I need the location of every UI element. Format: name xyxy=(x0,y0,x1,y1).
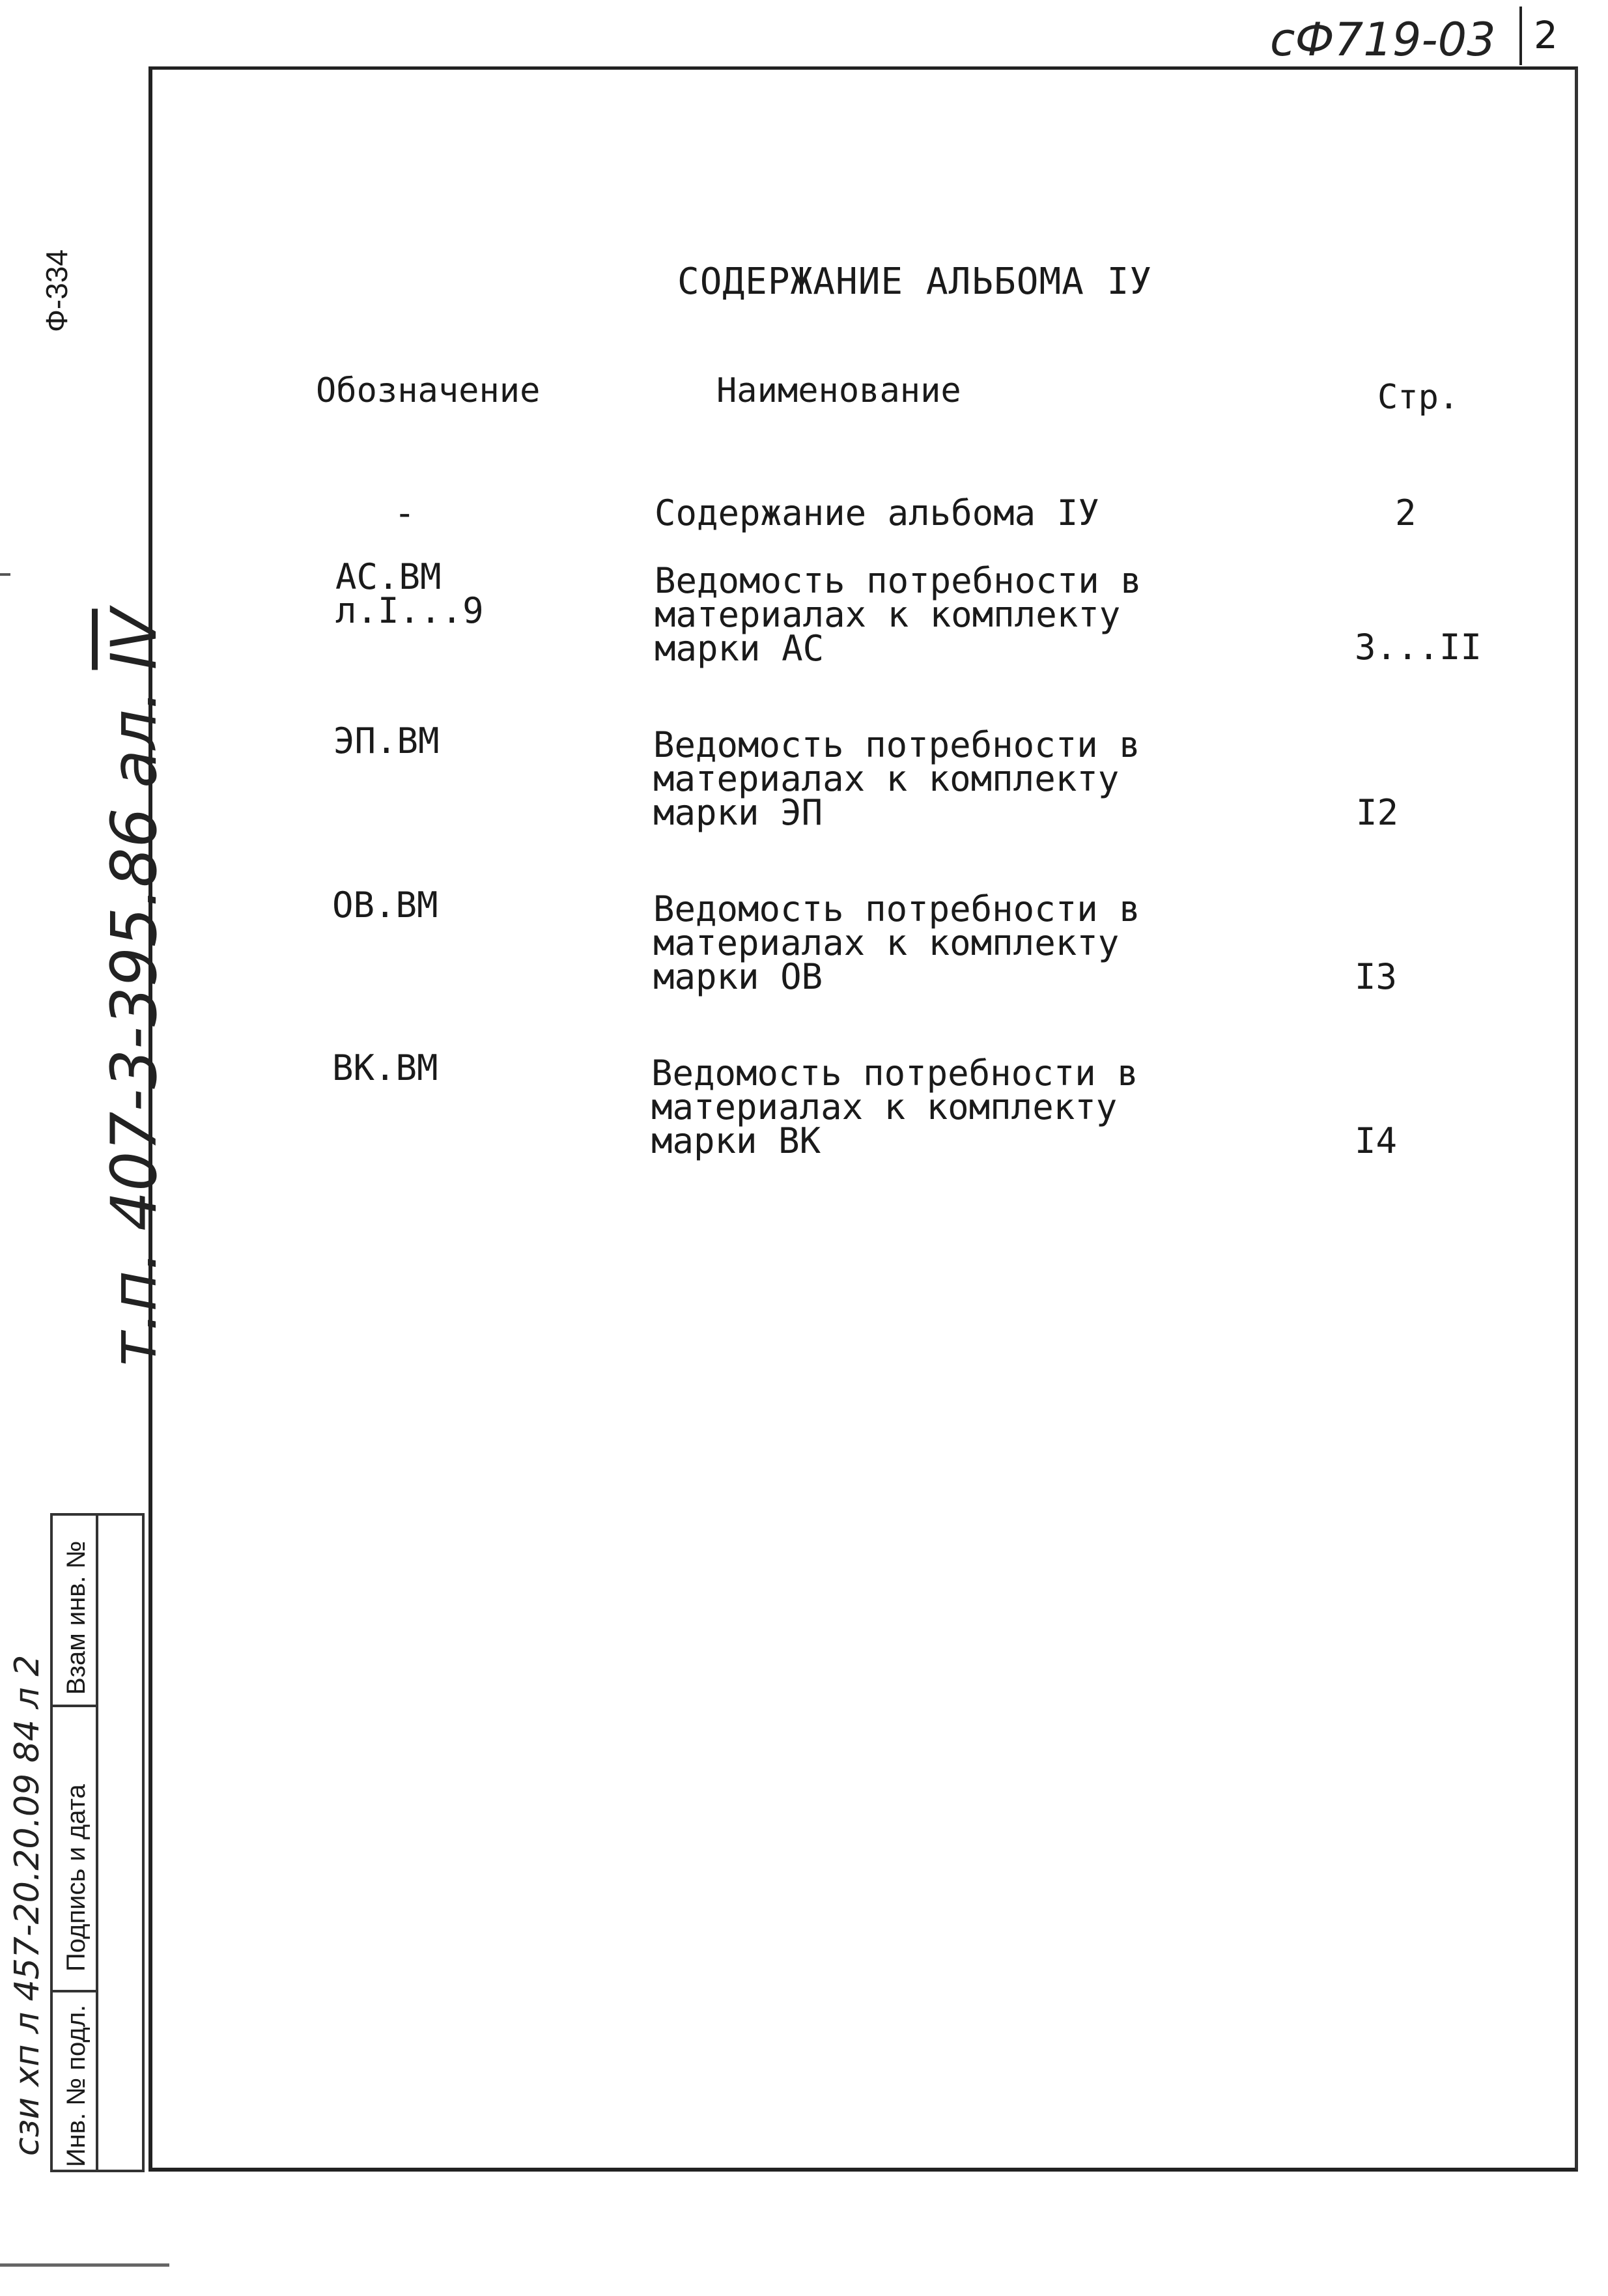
row-5-designation: ВК.ВМ xyxy=(332,1047,438,1088)
sheet-code: сФ719-03 xyxy=(1270,13,1496,66)
row-3-name: Ведомость потребности в материалах к комплекту марки ЭП xyxy=(653,724,1140,833)
sheet-number-divider xyxy=(1519,7,1522,65)
row-4-name: Ведомость потребности в материалах к комплекту марки ОВ xyxy=(653,888,1140,997)
column-header-designation: Обозначение xyxy=(316,371,541,410)
stamp-divider xyxy=(53,1705,98,1707)
row-3-page: I2 xyxy=(1356,792,1399,833)
approval-stamp xyxy=(50,1513,145,2172)
row-5-page: I4 xyxy=(1355,1120,1398,1161)
row-2-page: 3...II xyxy=(1355,627,1482,668)
row-3-designation: ЭП.ВМ xyxy=(333,720,440,761)
row-2-designation: АС.ВМ л.I...9 xyxy=(335,556,484,631)
page-title: СОДЕРЖАНИЕ АЛЬБОМА IУ xyxy=(677,261,1153,303)
row-4-page: I3 xyxy=(1355,956,1398,997)
stamp-divider xyxy=(53,1990,98,1992)
row-4-designation: ОВ.ВМ xyxy=(332,885,438,926)
stamp-inv-no-label: Инв. № подл. xyxy=(62,2004,91,2167)
stamp-handwritten-note: сзи хп л 457-20.20.09 84 л 2 xyxy=(8,1654,47,2156)
stamp-signature-date-label: Подпись и дата xyxy=(62,1784,91,1972)
edge-mark xyxy=(0,573,10,576)
side-note xyxy=(98,609,171,1368)
stamp-replace-inv-label: Взам инв. № xyxy=(62,1540,91,1695)
column-header-page: Стр. xyxy=(1377,378,1460,417)
sheet-number: 2 xyxy=(1534,13,1558,57)
row-1-name: Содержание альбома IУ xyxy=(655,492,1099,533)
side-note-album: $\overline{IV}$ xyxy=(98,608,171,670)
row-1-page: 2 xyxy=(1395,492,1417,533)
side-note-main: т.п. 407-3-395.86 ал. xyxy=(98,670,171,1368)
edge-mark xyxy=(0,2263,169,2267)
row-1-designation: - xyxy=(394,492,416,533)
row-2-name: Ведомость потребности в материалах к комплекту марки АС xyxy=(655,560,1142,669)
row-5-name: Ведомость потребности в материалах к комплекту марки ВК xyxy=(651,1053,1138,1161)
form-code: Ф-334 xyxy=(40,249,74,332)
column-header-name: Наименование xyxy=(716,371,961,410)
